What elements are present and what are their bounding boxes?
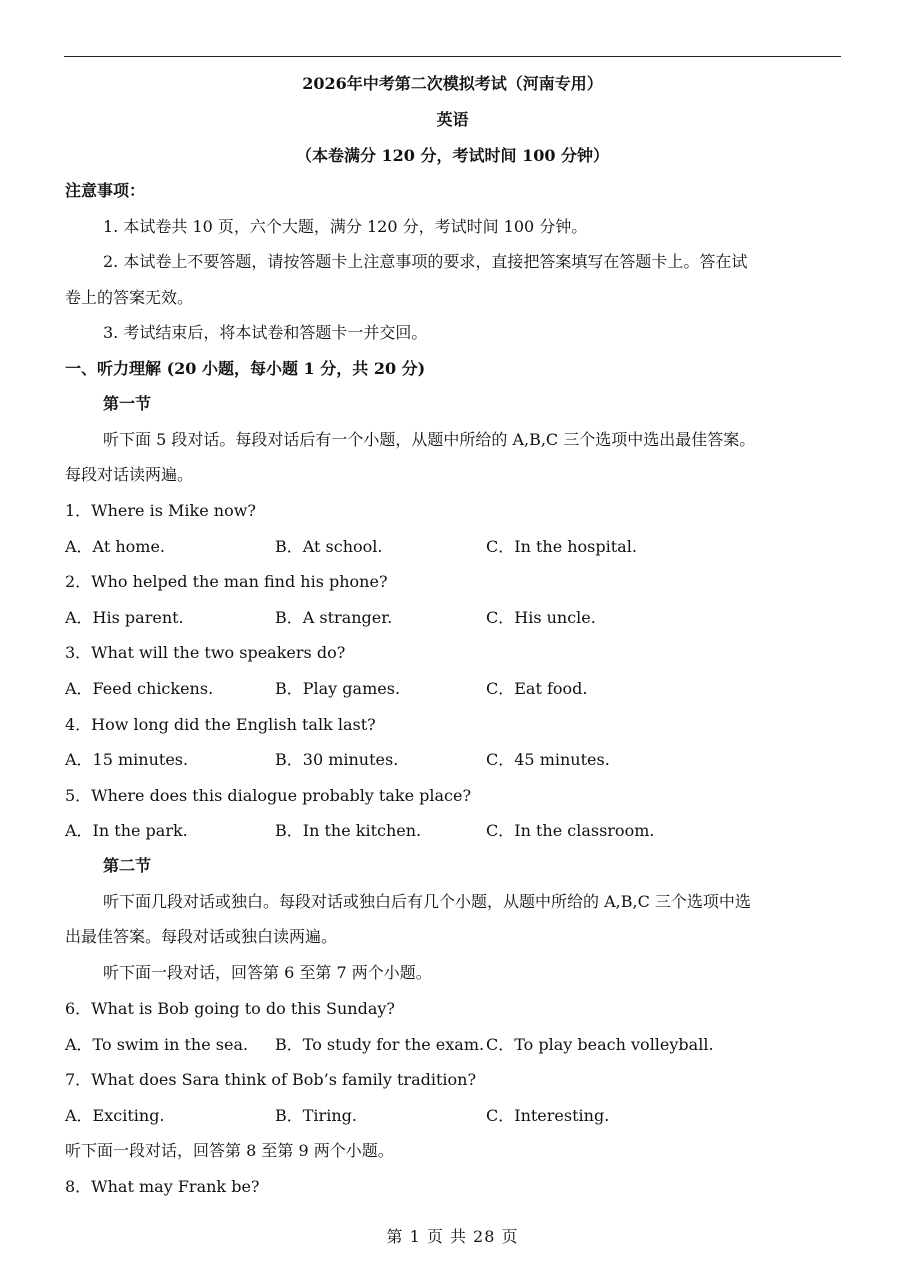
question-stem: 4．How long did the English talk last?	[65, 715, 376, 734]
option-a: A．Exciting.	[65, 1106, 165, 1125]
question-stem: 7．What does Sara think of Bob’s family tradition?	[65, 1070, 477, 1089]
option-a: A．At home.	[65, 537, 166, 556]
notice-heading: 注意事项：	[65, 181, 146, 200]
option-a: A．Feed chickens.	[65, 679, 214, 698]
part-1-instruction-line-2: 每段对话读两遍。	[65, 465, 194, 484]
page-footer: 第 1 页 共 28 页	[386, 1227, 519, 1246]
option-c: C．In the hospital.	[486, 537, 637, 556]
question-stem: 6．What is Bob going to do this Sunday?	[65, 999, 395, 1018]
exam-title: 2026年中考第二次模拟考试（河南专用）	[302, 74, 603, 93]
part-2-sub-instruction-1: 听下面一段对话，回答第 6 至第 7 两个小题。	[103, 963, 432, 982]
notice-item-2-line-2: 卷上的答案无效。	[65, 288, 194, 307]
option-c: C．In the classroom.	[486, 821, 655, 840]
option-b: B．At school.	[275, 537, 383, 556]
question-stem: 5．Where does this dialogue probably take place?	[65, 786, 472, 805]
notice-item-1: 1. 本试卷共 10 页，六个大题，满分 120 分，考试时间 100 分钟。	[103, 217, 588, 236]
option-c: C．His uncle.	[486, 608, 596, 627]
header-rule	[64, 56, 841, 57]
part-2-instruction-line-1: 听下面几段对话或独白。每段对话或独白后有几个小题，从题中所给的 A,B,C 三个选项中选	[103, 892, 751, 911]
exam-score-info: （本卷满分 120 分，考试时间 100 分钟）	[295, 146, 610, 165]
option-b: B．In the kitchen.	[275, 821, 422, 840]
option-a: A．To swim in the sea.	[65, 1035, 249, 1054]
option-a: A．15 minutes.	[65, 750, 189, 769]
notice-item-2-line-1: 2. 本试卷上不要答题，请按答题卡上注意事项的要求，直接把答案填写在答题卡上。答在试	[103, 252, 748, 271]
option-b: B．Tiring.	[275, 1106, 357, 1125]
part-2-instruction-line-2: 出最佳答案。每段对话或独白读两遍。	[65, 927, 338, 946]
question-stem: 1．Where is Mike now?	[65, 501, 256, 520]
exam-subject: 英语	[436, 110, 469, 129]
option-c: C．Eat food.	[486, 679, 588, 698]
part-2-sub-instruction-2: 听下面一段对话，回答第 8 至第 9 两个小题。	[65, 1141, 394, 1160]
section-1-heading: 一、听力理解 (20 小题，每小题 1 分，共 20 分)	[65, 359, 426, 378]
part-1-heading: 第一节	[103, 394, 152, 413]
question-stem: 2．Who helped the man find his phone?	[65, 572, 388, 591]
option-c: C．45 minutes.	[486, 750, 610, 769]
option-b: B．30 minutes.	[275, 750, 399, 769]
question-stem: 3．What will the two speakers do?	[65, 643, 346, 662]
option-a: A．In the park.	[65, 821, 188, 840]
part-2-heading: 第二节	[103, 856, 152, 875]
option-a: A．His parent.	[65, 608, 184, 627]
option-b: B．To study for the exam.	[275, 1035, 485, 1054]
option-c: C．Interesting.	[486, 1106, 610, 1125]
part-1-instruction-line-1: 听下面 5 段对话。每段对话后有一个小题，从题中所给的 A,B,C 三个选项中选出最佳答案。	[103, 430, 756, 449]
option-b: B．A stranger.	[275, 608, 393, 627]
option-b: B．Play games.	[275, 679, 401, 698]
notice-item-3: 3. 考试结束后，将本试卷和答题卡一并交回。	[103, 323, 428, 342]
question-stem: 8．What may Frank be?	[65, 1177, 260, 1196]
option-c: C．To play beach volleyball.	[486, 1035, 714, 1054]
